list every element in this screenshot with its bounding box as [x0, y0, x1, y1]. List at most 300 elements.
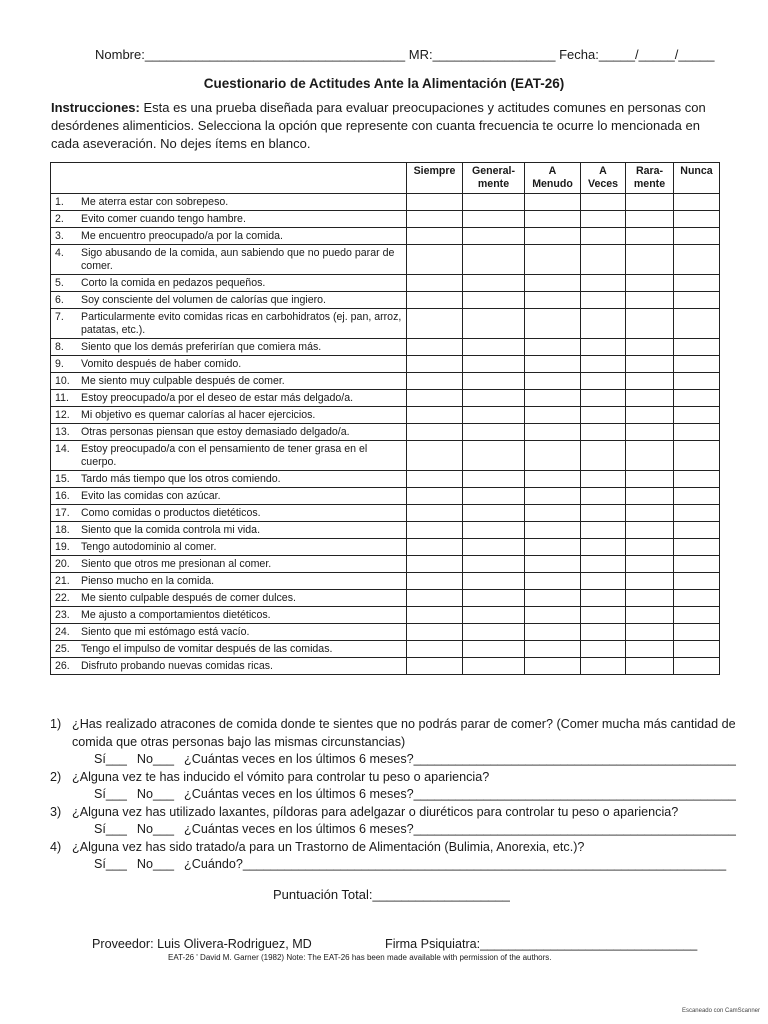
item-cell — [51, 539, 407, 556]
answer-cell[interactable] — [525, 522, 581, 539]
question-number: 3) — [50, 804, 62, 819]
answer-cell[interactable] — [525, 292, 581, 309]
answer-cell[interactable] — [407, 522, 463, 539]
answer-cell[interactable] — [407, 505, 463, 522]
column-header-generalmente: General- mente — [463, 163, 525, 194]
item-number: 16. — [55, 490, 70, 502]
answer-cell[interactable] — [674, 556, 720, 573]
answer-cell[interactable] — [581, 471, 626, 488]
answer-cell[interactable] — [626, 573, 674, 590]
column-header-nunca: Nunca — [674, 163, 720, 194]
item-text: Me siento muy culpable después de comer. — [81, 375, 285, 387]
answer-cell[interactable] — [407, 471, 463, 488]
item-cell — [51, 211, 407, 228]
answer-cell[interactable] — [581, 194, 626, 211]
answer-cell[interactable] — [463, 590, 525, 607]
item-text: Evito las comidas con azúcar. — [81, 490, 221, 502]
item-cell — [51, 607, 407, 624]
answer-cell[interactable] — [407, 539, 463, 556]
item-cell — [51, 292, 407, 309]
answer-follow-up[interactable]: ¿Cuándo?_____________________________________________________________________ — [184, 857, 727, 871]
answer-cell[interactable] — [525, 590, 581, 607]
question-text: ¿Alguna vez has sido tratado/a para un Trastorno de Alimentación (Bulimia, Anorexia, etc.)? — [72, 839, 585, 854]
table-row — [51, 658, 720, 675]
item-text: Me encuentro preocupado/a por la comida. — [81, 230, 283, 242]
answer-cell[interactable] — [525, 245, 581, 275]
item-text: Siento que otros me presionan al comer. — [81, 558, 272, 570]
answer-cell[interactable] — [407, 292, 463, 309]
instructions-text: Esta es una prueba diseñada para evaluar preocupaciones y actitudes comunes en personas con desórdenes alimenticios. Selecciona la opción que represente con cuanta frecuencia te ocurre lo mencionada en cada aseveración. No dejes ítems en blanco. — [51, 100, 706, 151]
answer-cell[interactable] — [581, 556, 626, 573]
item-text: Siento que la comida controla mi vida. — [81, 524, 261, 536]
answer-cell[interactable] — [674, 390, 720, 407]
item-text: Tardo más tiempo que los otros comiendo. — [81, 473, 281, 485]
item-number: 10. — [55, 375, 70, 387]
item-cell — [51, 228, 407, 245]
answer-cell[interactable] — [407, 658, 463, 675]
item-text: Disfruto probando nuevas comidas ricas. — [81, 660, 273, 672]
answer-cell[interactable] — [674, 522, 720, 539]
table-row — [51, 228, 720, 245]
column-header-siempre: Siempre — [407, 163, 463, 194]
answer-cell[interactable] — [626, 339, 674, 356]
answer-cell[interactable] — [525, 624, 581, 641]
answer-cell[interactable] — [463, 407, 525, 424]
answer-cell[interactable] — [674, 407, 720, 424]
table-row — [51, 245, 720, 275]
answer-cell[interactable] — [626, 390, 674, 407]
table-row — [51, 339, 720, 356]
answer-cell[interactable] — [407, 228, 463, 245]
question-number: 1) — [50, 717, 62, 731]
answer-cell[interactable] — [581, 658, 626, 675]
answer-follow-up[interactable]: ¿Cuántas veces en los últimos 6 meses?______________________________________________ — [184, 787, 736, 801]
item-number: 2. — [55, 213, 64, 225]
item-number: 21. — [55, 575, 70, 587]
item-number: 12. — [55, 409, 70, 421]
answer-cell[interactable] — [525, 228, 581, 245]
answer-cell[interactable] — [525, 275, 581, 292]
answer-cell[interactable] — [674, 245, 720, 275]
answer-yes[interactable]: Sí___ — [94, 857, 127, 871]
scanner-watermark: Escaneado con CamScanner — [681, 1008, 760, 1014]
answer-cell[interactable] — [463, 228, 525, 245]
answer-cell[interactable] — [674, 573, 720, 590]
item-number: 19. — [55, 541, 70, 553]
answer-cell[interactable] — [674, 441, 720, 471]
answer-cell[interactable] — [463, 356, 525, 373]
answer-cell[interactable] — [407, 373, 463, 390]
answer-cell[interactable] — [581, 539, 626, 556]
answer-cell[interactable] — [674, 590, 720, 607]
answer-cell[interactable] — [463, 658, 525, 675]
item-cell — [51, 309, 407, 339]
item-text: Siento que mi estómago está vacío. — [81, 626, 250, 638]
table-row — [51, 522, 720, 539]
table-row — [51, 309, 720, 339]
answer-no[interactable]: No___ — [136, 857, 175, 871]
answer-cell[interactable] — [581, 275, 626, 292]
answer-cell[interactable] — [463, 641, 525, 658]
answer-cell[interactable] — [407, 641, 463, 658]
answer-cell[interactable] — [407, 275, 463, 292]
answer-cell[interactable] — [581, 522, 626, 539]
answer-cell[interactable] — [525, 505, 581, 522]
answer-cell[interactable] — [525, 211, 581, 228]
answer-cell[interactable] — [463, 556, 525, 573]
item-text: Corto la comida en pedazos pequeños. — [81, 277, 266, 289]
table-row — [51, 624, 720, 641]
header-fields: Nombre:____________________________________ MR:_________________ Fecha:_____/_____/_____ — [95, 47, 715, 62]
answer-cell[interactable] — [407, 356, 463, 373]
question-number: 2) — [50, 769, 62, 784]
question-text: ¿Alguna vez has utilizado laxantes, píldoras para adelgazar o diuréticos para controlar tu peso o apariencia? — [72, 804, 679, 819]
item-number: 25. — [55, 643, 70, 655]
item-number: 8. — [55, 341, 64, 353]
item-cell — [51, 505, 407, 522]
item-number: 1. — [55, 196, 64, 208]
answer-cell[interactable] — [463, 390, 525, 407]
answer-cell[interactable] — [463, 573, 525, 590]
table-row — [51, 194, 720, 211]
table-row — [51, 505, 720, 522]
item-cell — [51, 658, 407, 675]
answer-cell[interactable] — [674, 641, 720, 658]
column-header-a-menudo: A Menudo — [525, 163, 581, 194]
item-text: Me siento culpable después de comer dulces. — [81, 592, 296, 604]
answer-cell[interactable] — [525, 573, 581, 590]
question-text: ¿Has realizado atracones de comida donde te sientes que no podrás parar de comer? (Comer mucha más cantidad de comida que otras personas bajo las mismas circunstancias) — [72, 717, 736, 749]
table-row — [51, 292, 720, 309]
answer-cell[interactable] — [626, 624, 674, 641]
answer-cell[interactable] — [525, 658, 581, 675]
item-cell — [51, 556, 407, 573]
item-cell — [51, 471, 407, 488]
answer-cell[interactable] — [626, 373, 674, 390]
item-text: Estoy preocupado/a por el deseo de estar más delgado/a. — [81, 392, 354, 404]
table-row — [51, 275, 720, 292]
answer-cell[interactable] — [581, 309, 626, 339]
answer-cell[interactable] — [407, 590, 463, 607]
answer-cell[interactable] — [674, 607, 720, 624]
item-cell — [51, 424, 407, 441]
answer-cell[interactable] — [407, 556, 463, 573]
table-row — [51, 471, 720, 488]
answer-cell[interactable] — [674, 488, 720, 505]
answer-cell[interactable] — [407, 339, 463, 356]
answer-cell[interactable] — [581, 441, 626, 471]
answer-cell[interactable] — [581, 590, 626, 607]
item-cell — [51, 522, 407, 539]
table-row — [51, 211, 720, 228]
item-number: 7. — [55, 311, 64, 323]
provider-name: Proveedor: Luis Olivera-Rodriguez, MD — [92, 937, 312, 951]
answer-cell[interactable] — [626, 441, 674, 471]
item-cell — [51, 441, 407, 471]
answer-cell[interactable] — [463, 522, 525, 539]
additional-questions — [50, 716, 740, 874]
item-number: 9. — [55, 358, 64, 370]
item-cell — [51, 390, 407, 407]
answer-cell[interactable] — [581, 624, 626, 641]
item-column-header — [51, 163, 407, 194]
item-cell — [51, 373, 407, 390]
answer-cell[interactable] — [626, 471, 674, 488]
answer-cell[interactable] — [463, 505, 525, 522]
item-text: Pienso mucho en la comida. — [81, 575, 215, 587]
question-block — [50, 839, 740, 874]
item-cell — [51, 488, 407, 505]
answer-cell[interactable] — [674, 194, 720, 211]
answer-cell[interactable] — [581, 641, 626, 658]
answer-cell[interactable] — [525, 441, 581, 471]
instructions — [51, 99, 731, 153]
answer-cell[interactable] — [674, 373, 720, 390]
answer-cell[interactable] — [525, 556, 581, 573]
item-number: 5. — [55, 277, 64, 289]
item-number: 20. — [55, 558, 70, 570]
answer-cell[interactable] — [626, 505, 674, 522]
answer-cell[interactable] — [407, 309, 463, 339]
answer-cell[interactable] — [674, 275, 720, 292]
item-number: 17. — [55, 507, 70, 519]
item-text: Soy consciente del volumen de calorías que ingiero. — [81, 294, 326, 306]
answer-cell[interactable] — [525, 339, 581, 356]
answer-cell[interactable] — [626, 275, 674, 292]
answer-cell[interactable] — [525, 356, 581, 373]
answer-cell[interactable] — [407, 607, 463, 624]
answer-cell[interactable] — [626, 522, 674, 539]
answer-cell[interactable] — [581, 505, 626, 522]
answer-cell[interactable] — [463, 441, 525, 471]
table-header-row — [51, 163, 720, 194]
answer-cell[interactable] — [626, 407, 674, 424]
copyright-note: EAT-26 ' David M. Garner (1982) Note: The EAT-26 has been made available with permission of the authors. — [168, 953, 552, 962]
table-row — [51, 373, 720, 390]
answer-cell[interactable] — [674, 228, 720, 245]
answer-follow-up[interactable]: ¿Cuántas veces en los últimos 6 meses?______________________________________________ — [184, 822, 736, 836]
answer-cell[interactable] — [407, 407, 463, 424]
answer-cell[interactable] — [674, 309, 720, 339]
answer-cell[interactable] — [463, 309, 525, 339]
item-text: Otras personas piensan que estoy demasiado delgado/a. — [81, 426, 350, 438]
item-number: 3. — [55, 230, 64, 242]
question-number: 4) — [50, 839, 62, 854]
item-number: 26. — [55, 660, 70, 672]
answer-cell[interactable] — [674, 539, 720, 556]
answer-cell[interactable] — [674, 292, 720, 309]
column-header-a-veces: A Veces — [581, 163, 626, 194]
table-row — [51, 488, 720, 505]
item-text: Vomito después de haber comido. — [81, 358, 242, 370]
answer-cell[interactable] — [626, 194, 674, 211]
total-score-field[interactable]: Puntuación Total:___________________ — [273, 887, 510, 902]
answer-cell[interactable] — [581, 292, 626, 309]
answer-cell[interactable] — [463, 194, 525, 211]
item-cell — [51, 573, 407, 590]
answer-no[interactable]: No___ — [136, 822, 175, 836]
table-row — [51, 556, 720, 573]
answer-cell[interactable] — [407, 390, 463, 407]
question-block — [50, 804, 740, 839]
answer-cell[interactable] — [581, 245, 626, 275]
psychiatrist-signature-field[interactable]: Firma Psiquiatra:_______________________________ — [385, 937, 698, 951]
answer-cell[interactable] — [674, 424, 720, 441]
item-cell — [51, 407, 407, 424]
answer-cell[interactable] — [581, 407, 626, 424]
answer-cell[interactable] — [463, 607, 525, 624]
instructions-label: Instrucciones: — [51, 100, 140, 115]
item-number: 13. — [55, 426, 70, 438]
answer-cell[interactable] — [581, 356, 626, 373]
answer-cell[interactable] — [581, 339, 626, 356]
answer-cell[interactable] — [626, 607, 674, 624]
answer-cell[interactable] — [626, 309, 674, 339]
answer-cell[interactable] — [626, 424, 674, 441]
table-row — [51, 356, 720, 373]
question-text: ¿Alguna vez te has inducido el vómito para controlar tu peso o apariencia? — [72, 769, 490, 784]
answer-cell[interactable] — [525, 424, 581, 441]
answer-no[interactable]: No___ — [136, 787, 175, 801]
answer-cell[interactable] — [463, 211, 525, 228]
eat-26-table — [50, 162, 720, 675]
answer-cell[interactable] — [626, 356, 674, 373]
answer-cell[interactable] — [674, 624, 720, 641]
table-row — [51, 441, 720, 471]
answer-cell[interactable] — [463, 539, 525, 556]
answer-cell[interactable] — [525, 309, 581, 339]
item-text: Mi objetivo es quemar calorías al hacer ejercicios. — [81, 409, 316, 421]
answer-cell[interactable] — [463, 275, 525, 292]
answer-yes[interactable]: Sí___ — [94, 822, 127, 836]
answer-cell[interactable] — [581, 390, 626, 407]
answer-cell[interactable] — [463, 292, 525, 309]
answer-cell[interactable] — [463, 339, 525, 356]
item-number: 11. — [55, 392, 69, 404]
answer-cell[interactable] — [674, 471, 720, 488]
answer-cell[interactable] — [407, 573, 463, 590]
answer-cell[interactable] — [525, 488, 581, 505]
answer-follow-up[interactable]: ¿Cuántas veces en los últimos 6 meses?______________________________________________ — [184, 752, 736, 766]
item-cell — [51, 339, 407, 356]
item-cell — [51, 245, 407, 275]
answer-cell[interactable] — [525, 539, 581, 556]
answer-no[interactable]: No___ — [136, 752, 175, 766]
item-cell — [51, 590, 407, 607]
item-number: 15. — [55, 473, 70, 485]
table-row — [51, 641, 720, 658]
page-title: Cuestionario de Actitudes Ante la Alimentación (EAT-26) — [203, 76, 565, 91]
answer-cell[interactable] — [626, 292, 674, 309]
answer-cell[interactable] — [581, 228, 626, 245]
answer-cell[interactable] — [581, 211, 626, 228]
question-block — [50, 769, 740, 804]
item-text: Tengo el impulso de vomitar después de las comidas. — [81, 643, 333, 655]
answer-cell[interactable] — [581, 488, 626, 505]
table-row — [51, 590, 720, 607]
item-text: Particularmente evito comidas ricas en carbohidratos (ej. pan, arroz, patatas, etc.). — [81, 311, 402, 336]
table-row — [51, 573, 720, 590]
item-text: Estoy preocupado/a con el pensamiento de tener grasa en el cuerpo. — [81, 443, 368, 468]
answer-cell[interactable] — [626, 488, 674, 505]
answer-cell[interactable] — [626, 245, 674, 275]
item-rows — [51, 194, 720, 675]
item-cell — [51, 624, 407, 641]
answer-cell[interactable] — [463, 488, 525, 505]
answer-cell[interactable] — [581, 573, 626, 590]
answer-yes[interactable]: Sí___ — [94, 752, 127, 766]
table-row — [51, 424, 720, 441]
answer-cell[interactable] — [626, 658, 674, 675]
answer-cell[interactable] — [463, 471, 525, 488]
answer-cell[interactable] — [674, 658, 720, 675]
item-number: 4. — [55, 247, 64, 259]
answer-cell[interactable] — [626, 228, 674, 245]
answer-cell[interactable] — [525, 194, 581, 211]
item-text: Evito comer cuando tengo hambre. — [81, 213, 246, 225]
question-block — [50, 716, 740, 769]
answer-yes[interactable]: Sí___ — [94, 787, 127, 801]
answer-cell[interactable] — [463, 373, 525, 390]
answer-cell[interactable] — [525, 390, 581, 407]
answer-cell[interactable] — [407, 488, 463, 505]
answer-cell[interactable] — [407, 211, 463, 228]
answer-cell[interactable] — [626, 539, 674, 556]
item-number: 22. — [55, 592, 70, 604]
table-row — [51, 607, 720, 624]
answer-cell[interactable] — [674, 211, 720, 228]
answer-cell[interactable] — [581, 373, 626, 390]
item-text: Me ajusto a comportamientos dietéticos. — [81, 609, 271, 621]
answer-cell[interactable] — [525, 607, 581, 624]
answer-cell[interactable] — [525, 407, 581, 424]
answer-cell[interactable] — [674, 505, 720, 522]
answer-cell[interactable] — [581, 607, 626, 624]
answer-cell[interactable] — [525, 471, 581, 488]
answer-cell[interactable] — [407, 245, 463, 275]
answer-cell[interactable] — [626, 590, 674, 607]
item-number: 24. — [55, 626, 70, 638]
item-text: Sigo abusando de la comida, aun sabiendo que no puedo parar de comer. — [81, 247, 395, 272]
answer-cell[interactable] — [581, 424, 626, 441]
answer-cell[interactable] — [525, 641, 581, 658]
item-cell — [51, 194, 407, 211]
answer-cell[interactable] — [407, 441, 463, 471]
answer-cell[interactable] — [525, 373, 581, 390]
answer-cell[interactable] — [674, 339, 720, 356]
answer-cell[interactable] — [626, 641, 674, 658]
table-row — [51, 539, 720, 556]
answer-cell[interactable] — [463, 624, 525, 641]
item-cell — [51, 275, 407, 292]
table-row — [51, 390, 720, 407]
answer-cell[interactable] — [626, 556, 674, 573]
item-text: Tengo autodominio al comer. — [81, 541, 217, 553]
answer-cell[interactable] — [463, 424, 525, 441]
answer-cell[interactable] — [463, 245, 525, 275]
answer-cell[interactable] — [407, 424, 463, 441]
item-number: 18. — [55, 524, 70, 536]
answer-cell[interactable] — [674, 356, 720, 373]
item-cell — [51, 356, 407, 373]
answer-cell[interactable] — [626, 211, 674, 228]
item-number: 14. — [55, 443, 70, 455]
column-header-raramente: Rara- mente — [626, 163, 674, 194]
item-number: 6. — [55, 294, 64, 306]
answer-cell[interactable] — [407, 624, 463, 641]
answer-cell[interactable] — [407, 194, 463, 211]
item-text: Me aterra estar con sobrepeso. — [81, 196, 229, 208]
